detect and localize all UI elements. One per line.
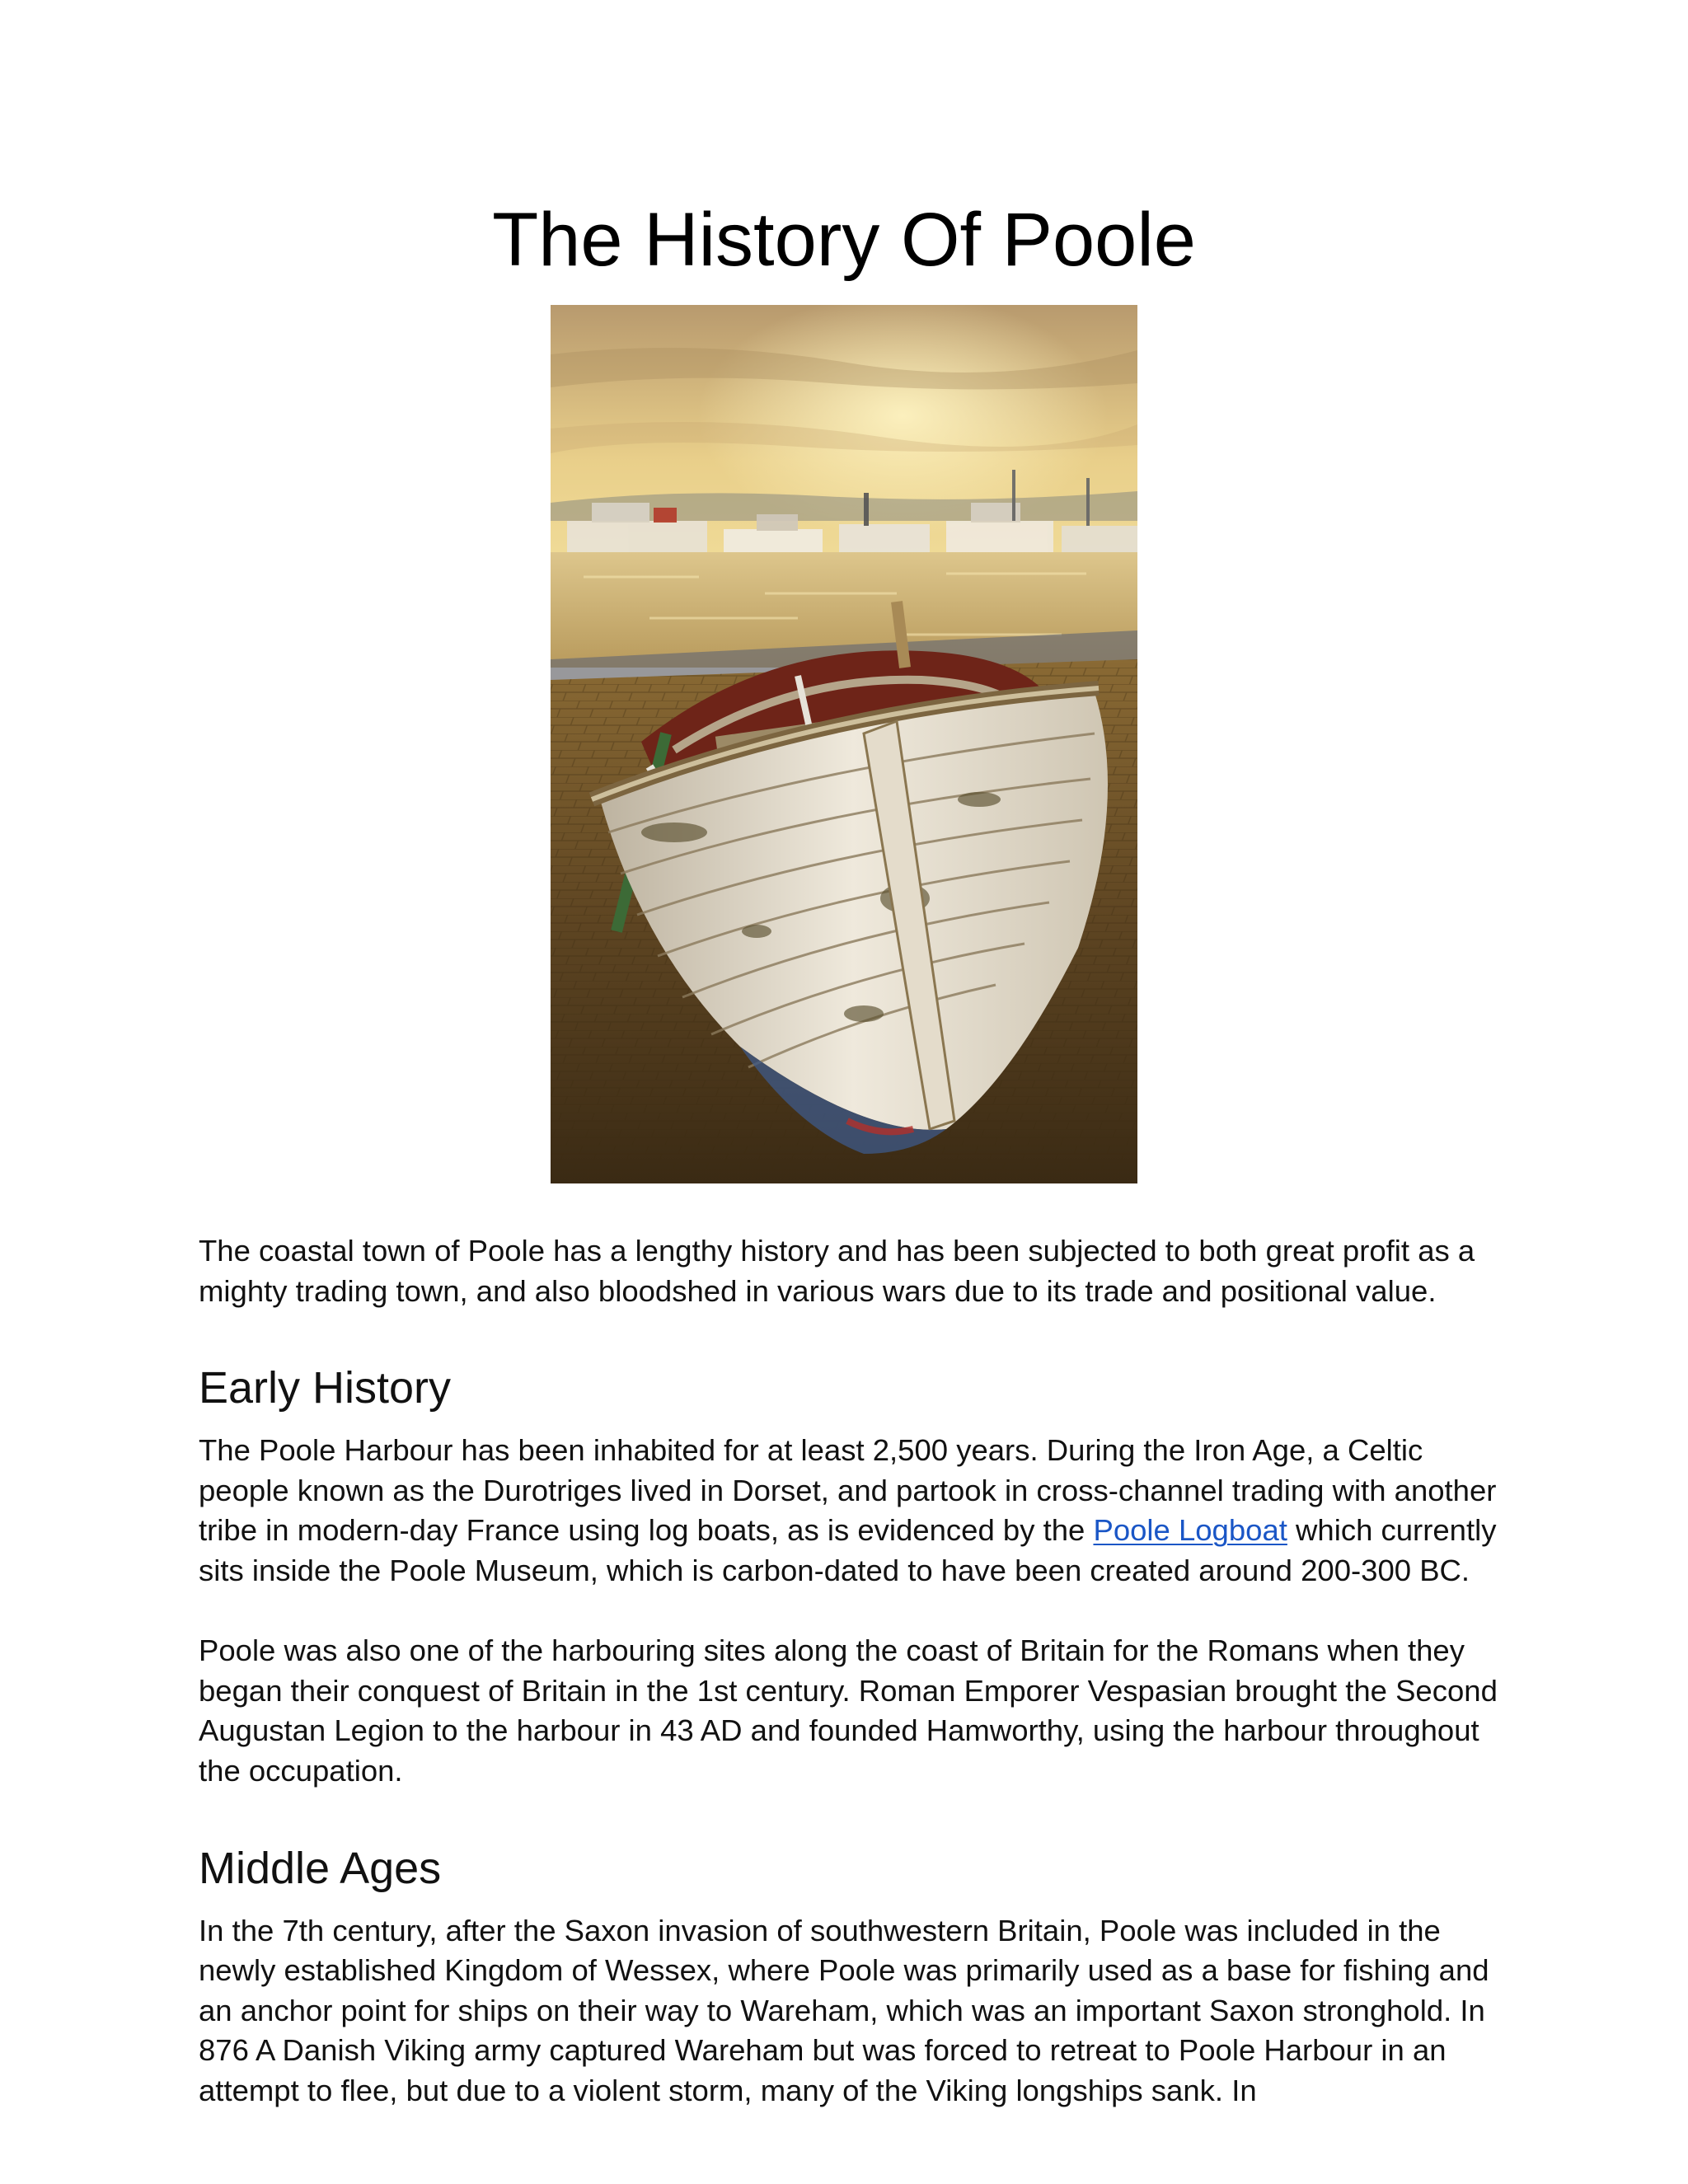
early-history-text-before-link: The Poole Harbour has been inhabited for at least 2,500 years. During the Iron Age, a Celtic people known as the Durotriges lived in Dorset, and partook in cross-channel trading with another tribe in modern-day France using log boats, as is evidenced by the: [199, 1433, 1497, 1548]
early-history-paragraph-1: [199, 1431, 1501, 1591]
intro-paragraph: The coastal town of Poole has a lengthy history and has been subjected to both great profit as a mighty trading town, and also bloodshed in various wars due to its trade and positional value.: [199, 1234, 1475, 1308]
section-heading-middle-ages: Middle Ages: [199, 1843, 442, 1893]
middle-ages-paragraph-1: In the 7th century, after the Saxon invasion of southwestern Britain, Poole was included in the newly established Kingdom of Wessex, where Poole was primarily used as a base for fishing and an anchor point for ships on their way to Wareham, which was an important Saxon stronghold. In 876 A Danish Viking army captured Wareham but was forced to retreat to Poole Harbour in an attempt to flee, but due to a violent storm, many of the Viking longships sank. In: [199, 1913, 1489, 2107]
rowing-boat-photo-icon: [551, 305, 1137, 1183]
early-history-text-after-link: which currently sits inside the Poole Museum, which is carbon-dated to have been created around 200-300 BC.: [199, 1513, 1497, 1587]
section-heading-early-history: Early History: [199, 1363, 452, 1413]
article-body: [199, 1231, 1501, 2111]
early-history-paragraph-2: Poole was also one of the harbouring sites along the coast of Britain for the Romans when they began their conquest of Britain in the 1st century. Roman Emporer Vespasian brought the Second Augustan Legion to the harbour in 43 AD and founded Hamworthy, using the harbour throughout the occupation.: [199, 1633, 1498, 1788]
hero-image: [551, 305, 1137, 1183]
poole-logboat-link[interactable]: Poole Logboat: [1093, 1513, 1287, 1548]
page-title: The History Of Poole: [492, 198, 1196, 282]
